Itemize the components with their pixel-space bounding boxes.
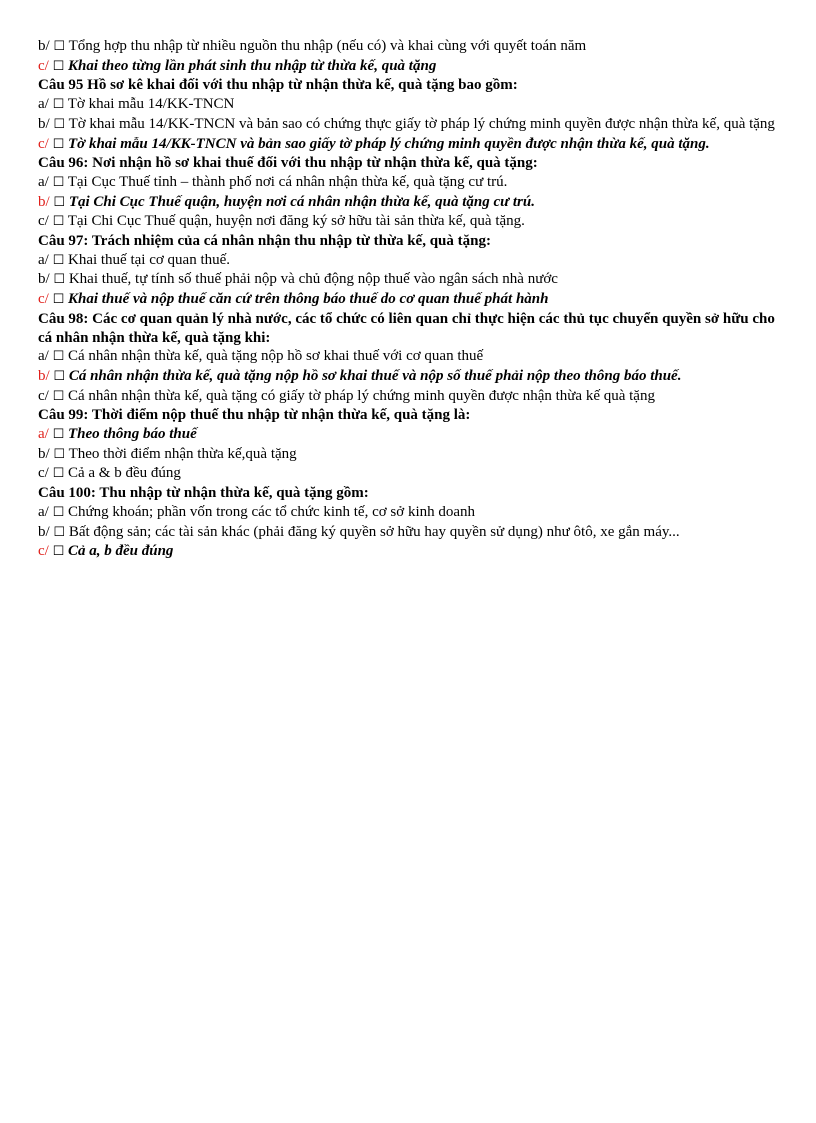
option-letter: a/	[38, 503, 49, 520]
checkbox-icon: ☐	[53, 446, 66, 462]
answer-option	[38, 95, 778, 115]
question-heading: Câu 100: Thu nhập từ nhận thừa kế, quà tặng gồm:	[38, 485, 369, 502]
option-text: Khai theo từng lần phát sinh thu nhập từ thừa kế, quà tặng	[67, 57, 437, 74]
answer-option	[38, 347, 778, 367]
question-heading: Câu 96: Nơi nhận hồ sơ khai thuế đối với thu nhập từ nhận thừa kế, quà tặng:	[38, 155, 538, 172]
option-letter: c/	[38, 543, 49, 560]
option-letter: a/	[38, 173, 49, 190]
option-letter: b/	[38, 38, 50, 54]
option-text: Cá nhân nhận thừa kế, quà tặng có giấy tờ pháp lý chứng minh quyền được nhận thừa kế quà tặng	[67, 387, 655, 404]
answer-option	[38, 387, 778, 407]
option-text: Cá nhân nhận thừa kế, quà tặng nộp hồ sơ khai thuế với cơ quan thuế	[67, 348, 484, 365]
question-heading: Câu 98: Các cơ quan quản lý nhà nước, các tổ chức có liên quan chỉ thực hiện các thủ tục chuyển quyền sở hữu cho cá nhân nhận thừa kế, quà tặng khi:	[38, 310, 775, 346]
answer-option	[38, 523, 778, 543]
option-letter: b/	[38, 367, 50, 384]
option-letter: b/	[38, 115, 50, 132]
checkbox-icon: ☐	[52, 214, 65, 230]
option-letter: c/	[38, 57, 49, 74]
answer-option-correct	[38, 290, 778, 310]
answer-option	[38, 251, 778, 271]
answer-option-correct	[38, 367, 778, 387]
answer-option	[38, 212, 778, 232]
answer-option	[38, 445, 778, 465]
checkbox-icon: ☐	[53, 116, 66, 132]
option-letter: a/	[38, 426, 49, 443]
question-heading: Câu 99: Thời điểm nộp thuế thu nhập từ nhận thừa kế, quà tặng là:	[38, 407, 471, 424]
checkbox-icon: ☐	[52, 252, 65, 268]
checkbox-icon: ☐	[52, 136, 65, 152]
checkbox-icon: ☐	[52, 58, 65, 74]
option-text: Tại Cục Thuế tỉnh – thành phố nơi cá nhân nhận thừa kế, quà tặng cư trú.	[67, 173, 508, 190]
answer-option-correct	[38, 57, 778, 77]
answer-option	[38, 173, 778, 193]
answer-option	[38, 464, 778, 484]
option-letter: c/	[38, 465, 49, 482]
option-letter: c/	[38, 213, 49, 230]
option-letter: a/	[38, 348, 49, 365]
option-letter: a/	[38, 96, 49, 113]
checkbox-icon: ☐	[52, 174, 65, 190]
option-text: Khai thuế, tự tính số thuế phải nộp và chủ động nộp thuế vào ngân sách nhà nước	[68, 271, 558, 288]
option-letter: b/	[38, 445, 50, 462]
option-text: Tại Chi Cục Thuế quận, huyện nơi đăng ký sở hữu tài sản thừa kế, quà tặng.	[67, 213, 525, 230]
checkbox-icon: ☐	[52, 466, 65, 482]
option-letter: c/	[38, 135, 49, 152]
option-text: Cả a, b đều đúng	[67, 543, 174, 560]
option-letter: b/	[38, 523, 50, 540]
option-text: Tờ khai mẫu 14/KK-TNCN và bản sao có chứng thực giấy tờ pháp lý chứng minh quyền được nhận thừa kế, quà tặng	[68, 115, 775, 132]
option-text: Tờ khai mẫu 14/KK-TNCN	[67, 96, 235, 113]
option-letter: c/	[38, 291, 49, 308]
checkbox-icon: ☐	[52, 388, 65, 404]
answer-option	[38, 37, 778, 57]
checkbox-icon: ☐	[53, 368, 66, 384]
answer-option-correct	[38, 193, 778, 213]
checkbox-icon: ☐	[52, 504, 65, 520]
checkbox-icon: ☐	[52, 427, 65, 443]
checkbox-icon: ☐	[52, 349, 65, 365]
option-text: Khai thuế và nộp thuế căn cứ trên thông báo thuế do cơ quan thuế phát hành	[67, 291, 549, 308]
answer-option-correct	[38, 135, 778, 155]
option-text: Tổng hợp thu nhập từ nhiều nguồn thu nhập (nếu có) và khai cùng với quyết toán năm	[68, 38, 587, 54]
document-page	[38, 37, 778, 562]
checkbox-icon: ☐	[52, 97, 65, 113]
option-text: Cá nhân nhận thừa kế, quà tặng nộp hồ sơ khai thuế và nộp số thuế phải nộp theo thông báo thuế.	[68, 367, 682, 384]
answer-option	[38, 503, 778, 523]
option-text: Cả a & b đều đúng	[67, 465, 181, 482]
option-text: Chứng khoán; phần vốn trong các tổ chức kinh tế, cơ sở kinh doanh	[67, 503, 476, 520]
option-text: Theo thời điểm nhận thừa kế,quà tặng	[68, 445, 297, 462]
checkbox-icon: ☐	[53, 39, 66, 54]
checkbox-icon: ☐	[53, 524, 66, 540]
option-letter: c/	[38, 387, 49, 404]
option-text: Tại Chi Cục Thuế quận, huyện nơi cá nhân nhận thừa kế, quà tặng cư trú.	[68, 193, 535, 210]
question-heading: Câu 95 Hồ sơ kê khai đối với thu nhập từ nhận thừa kế, quà tặng bao gồm:	[38, 77, 518, 94]
checkbox-icon: ☐	[52, 544, 65, 560]
option-letter: b/	[38, 193, 50, 210]
checkbox-icon: ☐	[53, 194, 66, 210]
option-text: Theo thông báo thuế	[67, 426, 197, 443]
checkbox-icon: ☐	[52, 292, 65, 308]
option-text: Khai thuế tại cơ quan thuế.	[67, 251, 231, 268]
answer-option-correct	[38, 425, 778, 445]
answer-option-correct	[38, 542, 778, 562]
option-letter: a/	[38, 251, 49, 268]
answer-option	[38, 115, 778, 135]
answer-option	[38, 270, 778, 290]
option-text: Bất động sản; các tài sản khác (phải đăng ký quyền sở hữu hay quyền sử dụng) như ôtô, xe gắn máy...	[68, 523, 680, 540]
option-text: Tờ khai mẫu 14/KK-TNCN và bản sao giấy tờ pháp lý chứng minh quyền được nhận thừa kế, quà tặng.	[67, 135, 710, 152]
question-heading: Câu 97: Trách nhiệm của cá nhân nhận thu nhập từ thừa kế, quà tặng:	[38, 233, 491, 250]
checkbox-icon: ☐	[53, 272, 66, 288]
option-letter: b/	[38, 271, 50, 288]
